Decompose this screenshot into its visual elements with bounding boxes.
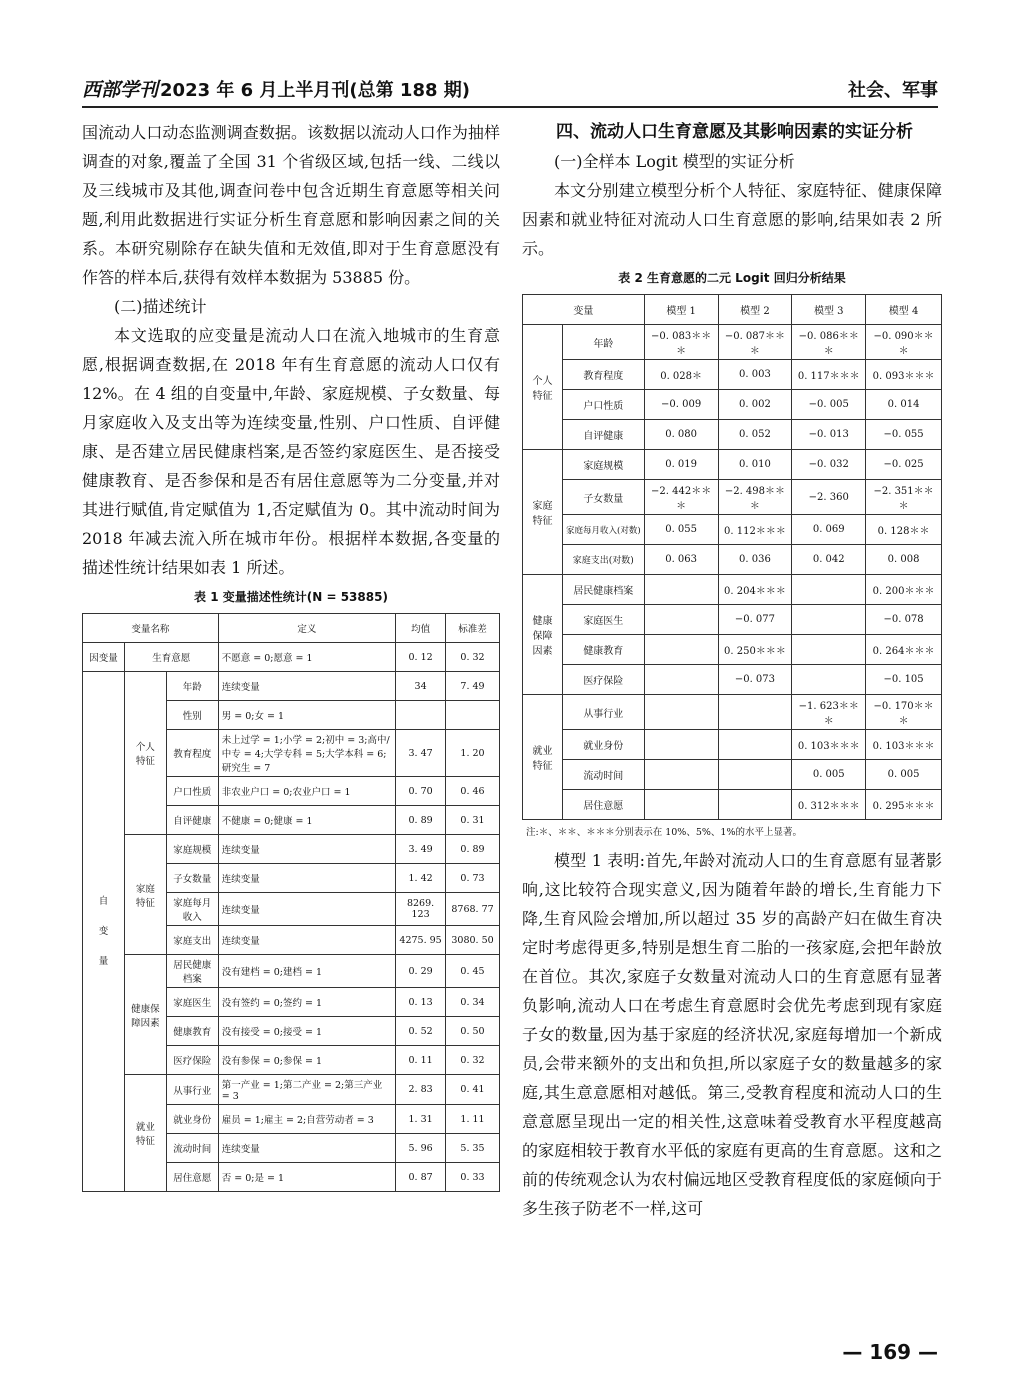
cell: 不健康 = 0;健康 = 1 — [218, 806, 395, 835]
table-row — [83, 672, 500, 701]
table-row — [523, 515, 942, 545]
cell: 生育意愿 — [124, 643, 218, 672]
cell: 就业特征 — [124, 1075, 166, 1192]
cell: 家庭医生 — [562, 605, 644, 635]
cell: 0. 117＊＊＊ — [792, 360, 866, 390]
cell: 0. 003 — [718, 360, 792, 390]
cell: 教育程度 — [562, 360, 644, 390]
table1 — [82, 613, 500, 1192]
cell: 0. 052 — [718, 420, 792, 450]
cell: 从事行业 — [562, 695, 644, 730]
issue-info: 2023 年 6 月上半月刊(总第 188 期) — [160, 80, 470, 101]
paragraph: 国流动人口动态监测调查数据。该数据以流动人口作为抽样调查的对象,覆盖了全国 31 个省级区域,包括一线、二线以及三线城市及其他,调查问卷中包含近期生育意愿等相关问题,利用此数据进行实证分析生育意愿和影响因素之间的关系。本研究剔除存在缺失值和无效值,即对于生育意愿没有作答的样本后,获得有效样本数据为 53885 份。 — [82, 123, 500, 287]
cell: 0. 89 — [446, 835, 500, 864]
cell: 0. 103＊＊＊ — [792, 730, 866, 760]
cell: 0. 312＊＊＊ — [792, 790, 866, 820]
cell — [792, 665, 866, 695]
table-header-row — [523, 295, 942, 325]
table-row — [83, 1075, 500, 1105]
column-header: 标准差 — [446, 614, 500, 643]
cell: 连续变量 — [218, 835, 395, 864]
page-header — [82, 72, 938, 108]
cell: 子女数量 — [166, 864, 218, 893]
cell: 家庭规模 — [562, 450, 644, 480]
cell: 连续变量 — [218, 893, 395, 926]
cell: 个人特征 — [523, 325, 563, 450]
cell: 男 = 0;女 = 1 — [218, 701, 395, 730]
cell: 没有建档 = 0;建档 = 1 — [218, 955, 395, 988]
table-row — [523, 325, 942, 360]
page-number: — 169 — — [842, 1340, 938, 1364]
cell: 8269. 123 — [396, 893, 446, 926]
table2 — [522, 294, 942, 820]
cell — [718, 695, 792, 730]
cell: 不愿意 = 0;愿意 = 1 — [218, 643, 395, 672]
cell — [644, 730, 718, 760]
cell: 0. 019 — [644, 450, 718, 480]
cell: 0. 005 — [792, 760, 866, 790]
table-row — [523, 665, 942, 695]
cell: 家庭医生 — [166, 988, 218, 1017]
cell: −0. 005 — [792, 390, 866, 420]
cell: 0. 103＊＊＊ — [866, 730, 942, 760]
cell: 健康教育 — [562, 635, 644, 665]
cell: −0. 078 — [866, 605, 942, 635]
cell: 连续变量 — [218, 864, 395, 893]
cell: 自评健康 — [166, 806, 218, 835]
cell: 居住意愿 — [562, 790, 644, 820]
cell: 0. 042 — [792, 545, 866, 575]
table-row — [523, 360, 942, 390]
table-header-row — [83, 614, 500, 643]
table2-caption: 表 2 生育意愿的二元 Logit 回归分析结果 — [618, 271, 846, 285]
cell: 0. 036 — [718, 545, 792, 575]
cell: 个人特征 — [124, 672, 166, 835]
paragraph: 模型 1 表明:首先,年龄对流动人口的生育意愿有显著影响,这比较符合现实意义,因为随着年龄的增长,生育能力下降,生育风险会增加,所以超过 35 岁的高龄产妇在做生育决定时考虑得更多,特别是想生育二胎的一孩家庭,会把年龄放在首位。其次,家庭子女数量对流动人口的生育意愿有显著负影响,流动人口在考虑生育意愿时会优先考虑到现有家庭子女的数量,因为基于家庭的经济状况,家庭每增加一个新成员,会带来额外的支出和负担,所以家庭子女的数量越多的家庭,其生意意愿相对越低。第三,受教育程度和流动人口的生意意愿呈现出一定的相关性,这意味着受教育水平程度越高的家庭相较于教育水平低的家庭有更高的生育意愿。这和之前的传统观念认为农村偏远地区受教育程度低的家庭倾向于多生孩子防老不一样,这可 — [522, 851, 942, 1218]
cell — [644, 665, 718, 695]
cell: −0. 086＊＊＊ — [792, 325, 866, 360]
cell: 否 = 0;是 = 1 — [218, 1163, 395, 1192]
cell: 因变量 — [83, 643, 125, 672]
cell: 医疗保险 — [562, 665, 644, 695]
cell: 0. 52 — [396, 1017, 446, 1046]
cell: 0. 055 — [644, 515, 718, 545]
cell — [792, 575, 866, 605]
cell: −0. 170＊＊＊ — [866, 695, 942, 730]
cell — [644, 605, 718, 635]
cell: 0. 70 — [396, 777, 446, 806]
cell: 非农业户口 = 0;农业户口 = 1 — [218, 777, 395, 806]
cell: 0. 112＊＊＊ — [718, 515, 792, 545]
cell — [718, 760, 792, 790]
column-header: 模型 2 — [718, 295, 792, 325]
left-column — [82, 118, 500, 1192]
cell: −0. 013 — [792, 420, 866, 450]
column-header: 模型 3 — [792, 295, 866, 325]
cell: −2. 360 — [792, 480, 866, 515]
cell: −2. 442＊＊＊ — [644, 480, 718, 515]
cell: 就业身份 — [562, 730, 644, 760]
cell: 0. 12 — [396, 643, 446, 672]
cell: 0. 13 — [396, 988, 446, 1017]
cell: 家庭每月收入 — [166, 893, 218, 926]
cell: 3. 49 — [396, 835, 446, 864]
cell: 家庭支出(对数) — [562, 545, 644, 575]
journal-logo: 西部学刊 — [82, 79, 159, 101]
table-row — [523, 390, 942, 420]
cell: −0. 077 — [718, 605, 792, 635]
cell: −2. 498＊＊＊ — [718, 480, 792, 515]
cell: −0. 032 — [792, 450, 866, 480]
cell: 年龄 — [562, 325, 644, 360]
cell: 流动时间 — [166, 1134, 218, 1163]
cell: 0. 002 — [718, 390, 792, 420]
section-heading: 四、流动人口生育意愿及其影响因素的实证分析 — [556, 122, 913, 142]
cell: 就业特征 — [523, 695, 563, 820]
table-row — [523, 480, 942, 515]
cell: 没有接受 = 0;接受 = 1 — [218, 1017, 395, 1046]
table2-note: 注:＊、＊＊、＊＊＊分别表示在 10%、5%、1%的水平上显著。 — [526, 827, 802, 838]
table-row — [523, 450, 942, 480]
column-header: 定义 — [218, 614, 395, 643]
column-header: 变量 — [523, 295, 645, 325]
cell: 雇员 = 1;雇主 = 2;自营劳动者 = 3 — [218, 1105, 395, 1134]
cell: 0. 89 — [396, 806, 446, 835]
cell: 34 — [396, 672, 446, 701]
cell: 0. 008 — [866, 545, 942, 575]
cell: 教育程度 — [166, 730, 218, 777]
cell: 家庭每月收入(对数) — [562, 515, 644, 545]
cell: 居民健康档案 — [166, 955, 218, 988]
cell — [644, 790, 718, 820]
cell: 居住意愿 — [166, 1163, 218, 1192]
cell: 1. 20 — [446, 730, 500, 777]
cell: 家庭规模 — [166, 835, 218, 864]
cell: 0. 87 — [396, 1163, 446, 1192]
cell: 流动时间 — [562, 760, 644, 790]
cell: 0. 093＊＊＊ — [866, 360, 942, 390]
cell: 0. 11 — [396, 1046, 446, 1075]
cell: 家庭支出 — [166, 926, 218, 955]
table1-caption: 表 1 变量描述性统计(N = 53885) — [194, 590, 388, 604]
cell: 第一产业 = 1;第二产业 = 2;第三产业 = 3 — [218, 1075, 395, 1105]
cell: 没有签约 = 0;签约 = 1 — [218, 988, 395, 1017]
cell: 0. 32 — [446, 643, 500, 672]
paragraph: 本文选取的应变量是流动人口在流入地城市的生育意愿,根据调查数据,在 2018 年有生育意愿的流动人口仅有 12%。在 4 组的自变量中,年龄、家庭规模、子女数量、每月家庭收入及支出等为连续变量,性别、户口性质、自评健康、是否建立居民健康档案,是否签约家庭医生、是否接受健康教育、是否参保和是否有居住意愿等为二分变量,并对其进行赋值,肯定赋值为 1,否定赋值为 0。其中流动时间为 2018 年减去流入所在城市年份。根据样本数据,各变量的描述性统计结果如表 1 所述。 — [82, 326, 500, 577]
cell: 0. 264＊＊＊ — [866, 635, 942, 665]
cell: 3080. 50 — [446, 926, 500, 955]
cell: −0. 025 — [866, 450, 942, 480]
cell: 1. 42 — [396, 864, 446, 893]
cell: 0. 069 — [792, 515, 866, 545]
cell: −2. 351＊＊＊ — [866, 480, 942, 515]
cell: 0. 128＊＊ — [866, 515, 942, 545]
cell: 连续变量 — [218, 926, 395, 955]
cell: −0. 009 — [644, 390, 718, 420]
cell: 家庭特征 — [124, 835, 166, 955]
cell — [644, 695, 718, 730]
cell: 0. 32 — [446, 1046, 500, 1075]
cell: 2. 83 — [396, 1075, 446, 1105]
table-row — [523, 545, 942, 575]
column-header: 模型 1 — [644, 295, 718, 325]
table-row — [523, 730, 942, 760]
cell: 性别 — [166, 701, 218, 730]
cell: 年龄 — [166, 672, 218, 701]
cell: 0. 33 — [446, 1163, 500, 1192]
table-row — [83, 955, 500, 988]
cell: −0. 105 — [866, 665, 942, 695]
cell: 自评健康 — [562, 420, 644, 450]
cell — [446, 701, 500, 730]
cell: 0. 200＊＊＊ — [866, 575, 942, 605]
table-row — [83, 643, 500, 672]
cell: −0. 090＊＊＊ — [866, 325, 942, 360]
paragraph: 本文分别建立模型分析个人特征、家庭特征、健康保障因素和就业特征对流动人口生育意愿的影响,结果如表 2 所示。 — [522, 181, 942, 258]
cell: −1. 623＊＊＊ — [792, 695, 866, 730]
cell: 从事行业 — [166, 1075, 218, 1105]
cell: 5. 35 — [446, 1134, 500, 1163]
cell: −0. 073 — [718, 665, 792, 695]
cell: 3. 47 — [396, 730, 446, 777]
cell: 0. 295＊＊＊ — [866, 790, 942, 820]
cell: 健康保障因素 — [124, 955, 166, 1075]
cell — [792, 635, 866, 665]
cell: −0. 087＊＊＊ — [718, 325, 792, 360]
cell: 0. 73 — [446, 864, 500, 893]
column-header: 变量名称 — [83, 614, 219, 643]
cell: −0. 055 — [866, 420, 942, 450]
subsection-heading: (二)描述统计 — [114, 297, 207, 316]
right-column — [522, 118, 942, 1223]
cell — [792, 605, 866, 635]
cell: 0. 29 — [396, 955, 446, 988]
cell: 子女数量 — [562, 480, 644, 515]
table-row — [523, 605, 942, 635]
cell: 0. 45 — [446, 955, 500, 988]
cell: 7. 49 — [446, 672, 500, 701]
cell: 健康保障因素 — [523, 575, 563, 695]
section-name: 社会、军事 — [848, 80, 938, 101]
cell: 0. 46 — [446, 777, 500, 806]
table-row — [523, 420, 942, 450]
cell: 0. 50 — [446, 1017, 500, 1046]
cell: 0. 250＊＊＊ — [718, 635, 792, 665]
cell: 户口性质 — [166, 777, 218, 806]
cell: 0. 34 — [446, 988, 500, 1017]
cell — [644, 760, 718, 790]
cell: 户口性质 — [562, 390, 644, 420]
cell: 健康教育 — [166, 1017, 218, 1046]
column-header: 均值 — [396, 614, 446, 643]
cell: 自 变 量 — [83, 672, 125, 1192]
cell: 0. 204＊＊＊ — [718, 575, 792, 605]
cell: 0. 063 — [644, 545, 718, 575]
subsection-heading: (一)全样本 Logit 模型的实证分析 — [554, 152, 795, 171]
cell: 医疗保险 — [166, 1046, 218, 1075]
cell: 0. 010 — [718, 450, 792, 480]
cell: 1. 31 — [396, 1105, 446, 1134]
cell: 0. 41 — [446, 1075, 500, 1105]
journal-title — [82, 75, 470, 102]
cell: 0. 005 — [866, 760, 942, 790]
cell: 1. 11 — [446, 1105, 500, 1134]
cell: 没有参保 = 0;参保 = 1 — [218, 1046, 395, 1075]
cell — [644, 635, 718, 665]
cell: 未上过学 = 1;小学 = 2;初中 = 3;高中/中专 = 4;大学专科 = 5;大学本科 = 6;研究生 = 7 — [218, 730, 395, 777]
cell: 连续变量 — [218, 672, 395, 701]
cell: 家庭特征 — [523, 450, 563, 575]
table-row — [523, 695, 942, 730]
cell — [396, 701, 446, 730]
cell: 就业身份 — [166, 1105, 218, 1134]
cell: 0. 014 — [866, 390, 942, 420]
table-row — [523, 575, 942, 605]
table-row — [523, 790, 942, 820]
column-header: 模型 4 — [866, 295, 942, 325]
cell — [718, 790, 792, 820]
cell: 0. 028＊ — [644, 360, 718, 390]
table-row — [83, 835, 500, 864]
cell: 4275. 95 — [396, 926, 446, 955]
cell — [644, 575, 718, 605]
cell: 0. 31 — [446, 806, 500, 835]
cell — [718, 730, 792, 760]
cell: 0. 080 — [644, 420, 718, 450]
cell: 连续变量 — [218, 1134, 395, 1163]
cell: 8768. 77 — [446, 893, 500, 926]
cell: 居民健康档案 — [562, 575, 644, 605]
cell: 5. 96 — [396, 1134, 446, 1163]
cell: −0. 083＊＊＊ — [644, 325, 718, 360]
table-row — [523, 760, 942, 790]
table-row — [523, 635, 942, 665]
